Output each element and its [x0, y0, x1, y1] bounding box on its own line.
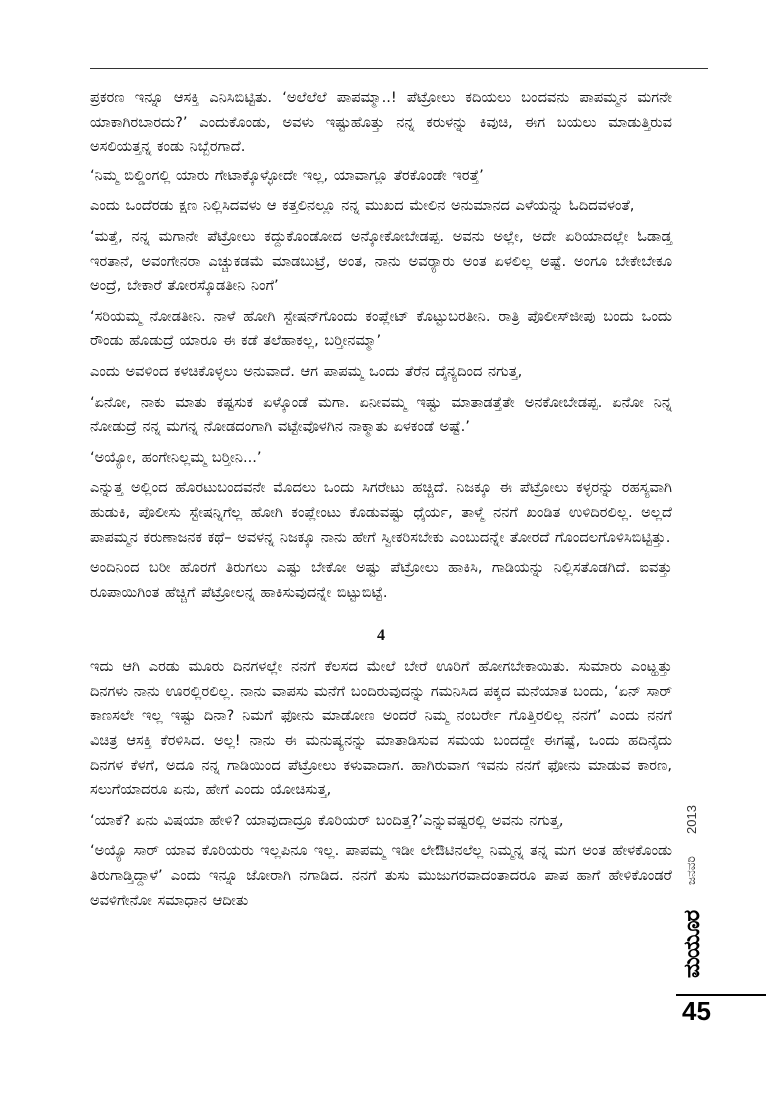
- paragraph: ‘ಅಯ್ಯೋ, ಹಂಗೇನಿಲ್ಲಮ್ಮ ಬರ್‍ತೀನಿ...’: [90, 448, 262, 466]
- paragraph: ‘ಸರಿಯಮ್ಮ ನೋಡತೀನಿ. ನಾಳೆ ಹೋಗಿ ಸ್ಟೇಷನ್‍ಗೊಂದು ಕಂಪ್ಲೇಟ್ ಕೊಟ್ಟುಬರತೀನಿ. ರಾತ್ರಿ ಪೊಲೀಸ್‍ಜೀಪು ಬಂದು ಒಂದು ರೌಂಡು ಹೊಡುದ್ರೆ ಯಾರೂ ಈ ಕಡೆ ತಲೆಹಾಕಲ್ಲ, ಬರ್‍ತೀನಮ್ಮಾ’: [90, 307, 672, 350]
- paragraph: ‘ನಿಮ್ಮ ಬಿಲ್ಡಿಂಗಲ್ಲಿ ಯಾರು ಗೇಟಾಕ್ಕೊಳ್ಳೋದೇ ಇಲ್ಲ, ಯಾವಾಗ್ಲೂ ತೆರಕೊಂಡೇ ಇರತ್ತೆ’: [90, 166, 484, 184]
- paragraph: ‘ಯಾಕೆ? ಏನು ವಿಷಯಾ ಹೇಳಿ? ಯಾವುದಾದ್ರೂ ಕೊರಿಯರ್ ಬಂದಿತ್ತ?’ಎನ್ನುವಷ್ಟರಲ್ಲಿ ಅವನು ನಗುತ್ತ,: [90, 811, 564, 829]
- issue-year: 2013: [684, 805, 699, 835]
- paragraph: ಪ್ರಕರಣ ಇನ್ನೂ ಆಸಕ್ತಿ ಎನಿಸಿಬಿಟ್ಟಿತು. ‘ಅಲೆಲೆಲೆ ಪಾಪಮ್ಮಾ..! ಪೆಟ್ರೋಲು ಕದಿಯಲು ಬಂದವನು ಪಾಪಮ್ಮನ ಮಗನೇ ಯಾಕಾಗಿರಬಾರದು?’ ಎಂದುಕೊಂಡು, ಅವಳು ಇಷ್ಟುಹೊತ್ತು ನನ್ನ ಕರುಳನ್ನು ಕಿವುಚಿ, ಈಗ ಬಯಲು ಮಾಡುತ್ತಿರುವ ಅಸಲಿಯತ್ತನ್ನ ಕಂಡು ನಿಬ್ಬೆರಗಾದೆ.: [90, 89, 672, 156]
- paragraph: ಇದು ಆಗಿ ಎರಡು ಮೂರು ದಿನಗಳಲ್ಲೇ ನನಗೆ ಕೆಲಸದ ಮೇಲೆ ಬೇರೆ ಊರಿಗೆ ಹೋಗಬೇಕಾಯಿತು. ಸುಮಾರು ಎಂಟ್ಹತ್ತು ದಿನಗಳು ನಾನು ಊರಲ್ಲಿರಲಿಲ್ಲ. ನಾನು ವಾಪಸು ಮನೆಗೆ ಬಂದಿರುವುದನ್ನು ಗಮನಿಸಿದ ಪಕ್ಕದ ಮನೆಯಾತ ಬಂದು, ‘ಏನ್ ಸಾರ್ ಕಾಣಸಲೇ ಇಲ್ಲ ಇಷ್ಟು ದಿನಾ? ನಿಮಗೆ ಫೋನು ಮಾಡೋಣ ಅಂದರೆ ನಿಮ್ಮ ನಂಬರ್ರೇ ಗೊತ್ತಿರಲಿಲ್ಲ ನನಗೆ’ ಎಂದು ನನಗೆ ವಿಚಿತ್ರ ಆಸಕ್ತಿ ಕೆರಳಿಸಿದ. ಅಲ್ಲ! ನಾನು ಈ ಮನುಷ್ಯನನ್ನು ಮಾತಾಡಿಸುವ ಸಮಯ ಬಂದದ್ದೇ ಈಗಷ್ಟೆ, ಒಂದು ಹದಿನೈದು ದಿನಗಳ ಕೆಳಗೆ, ಅದೂ ನನ್ನ ಗಾಡಿಯಿಂದ ಪೆಟ್ರೋಲು ಕಳುವಾದಾಗ. ಹಾಗಿರುವಾಗ ಇವನು ನನಗೆ ಫೋನು ಮಾಡುವ ಕಾರಣ, ಸಲುಗೆಯಾದರೂ ಏನು, ಹೇಗೆ ಎಂದು ಯೋಚಿಸುತ್ತ,: [90, 658, 672, 799]
- magazine-logo: ಮಯೂರ: [680, 910, 705, 978]
- article-body: [90, 86, 672, 919]
- paragraph: ‘ಅಯ್ಯೊ ಸಾರ್ ಯಾವ ಕೊರಿಯರು ಇಲ್ಲಪಿನೂ ಇಲ್ಲ. ಪಾಪಮ್ಮ ಇಡೀ ಲೇಔಟಿನಲೆಲ್ಲ ನಿಮ್ಮನ್ನ ತನ್ನ ಮಗ ಅಂತ ಹೇಳಕೊಂಡು ತಿರುಗಾಡ್ತಿದ್ದಾಳೆ’ ಎಂದು ಇನ್ನೂ ಜೋರಾಗಿ ನಗಾಡಿದ. ನನಗೆ ತುಸು ಮುಜುಗರವಾದಂತಾದರೂ ಪಾಪ ಹಾಗೆ ಹೇಳಿಕೊಂಡರೆ ಅವಳಿಗೇನೋ ಸಮಾಧಾನ ಆದೀತು: [90, 842, 672, 909]
- page-number: 45: [682, 996, 711, 1026]
- paragraph: ಎಂದು ಅವಳಿಂದ ಕಳಚಿಕೊಳ್ಳಲು ಅನುವಾದೆ. ಆಗ ಪಾಪಮ್ಮ ಒಂದು ತೆರೆನ ದೈನ್ಯದಿಂದ ನಗುತ್ತ,: [90, 362, 523, 380]
- issue-month: ಜನವರಿ: [684, 856, 698, 886]
- paragraph: ‘ಮತ್ತೆ, ನನ್ನ ಮಗಾನೇ ಪೆಟ್ರೋಲು ಕದ್ದುಕೊಂಡೋದ ಅನ್ಕೋಕೋಬೇಡಪ್ಪ. ಅವನು ಅಲ್ಲೇ, ಅದೇ ಏರಿಯಾದಲ್ಲೇ ಓಡಾಡ್ತ ಇರತಾನೆ, ಅವಂಗೇನರಾ ಎಚ್ಚುಕಡಮೆ ಮಾಡಬುಟ್ರೆ, ಅಂತ, ನಾನು ಅವರ್‍ಯಾರು ಅಂತ ಏಳಲಿಲ್ಲ ಅಷ್ಟೆ. ಅಂಗೂ ಬೇಕೇಬೇಕೂ ಅಂದ್ರೆ, ಬೇಕಾರೆ ತೋರಸ್ಕೊಡತೀನಿ ನಿಂಗೆ’: [90, 227, 672, 295]
- section-number: 4: [377, 627, 385, 645]
- paragraph: ಅಂದಿನಿಂದ ಬರೀ ಹೊರಗೆ ತಿರುಗಲು ಎಷ್ಟು ಬೇಕೋ ಅಷ್ಟು ಪೆಟ್ರೋಲು ಹಾಕಿಸಿ, ಗಾಡಿಯನ್ನು ನಿಲ್ಲಿಸತೊಡಗಿದೆ. ಐವತ್ತು ರೂಪಾಯಿಗಿಂತ ಹೆಚ್ಚಿಗೆ ಪೆಟ್ರೋಲನ್ನ ಹಾಕಿಸುವುದನ್ನೇ ಬಿಟ್ಟುಬಿಟ್ಟೆ.: [90, 559, 672, 601]
- top-rule: [90, 68, 708, 69]
- paragraph: ಎನ್ನುತ್ತ ಅಲ್ಲಿಂದ ಹೊರಟುಬಂದವನೇ ಮೊದಲು ಒಂದು ಸಿಗರೇಟು ಹಚ್ಚಿದೆ. ನಿಜಕ್ಕೂ ಈ ಪೆಟ್ರೋಲು ಕಳ್ಳರನ್ನು ರಹಸ್ಯವಾಗಿ ಹುಡುಕಿ, ಪೊಲೀಸು ಸ್ಟೇಷನ್ನಿಗೆಲ್ಲ ಹೋಗಿ ಕಂಪ್ಲೇಂಟು ಕೊಡುವಷ್ಟು ಧೈರ್ಯ, ತಾಳ್ಮೆ ನನಗೆ ಖಂಡಿತ ಉಳಿದಿರಲಿಲ್ಲ. ಅಲ್ಲದೆ ಪಾಪಮ್ಮನ ಕರುಣಾಜನಕ ಕಥೆ– ಅವಳನ್ನ ನಿಜಕ್ಕೂ ನಾನು ಹೇಗೆ ಸ್ವೀಕರಿಸಬೇಕು ಎಂಬುದನ್ನೇ ತೋರದೆ ಗೊಂದಲಗೊಳಿಸಿಬಿಟ್ಟಿತ್ತು.: [90, 479, 672, 546]
- paragraph: ‘ಏನೋ, ನಾಕು ಮಾತು ಕಷ್ಟಸುಕ ಏಳ್ಕೊಂಡೆ ಮಗಾ. ಏನೀವಮ್ಮ ಇಷ್ಟು ಮಾತಾಡತ್ತೆತೇ ಅನಕೋಬೇಡಪ್ಪ. ಏನೋ ನಿನ್ನ ನೋಡುದ್ರೆ ನನ್ನ ಮಗನ್ನ ನೋಡದಂಗಾಗಿ ವಟ್ಟೇವೊಳಗಿನ ನಾಕ್ಮಾತು ಏಳಕಂಡೆ ಅಷ್ಟೆ.’: [90, 393, 672, 436]
- paragraph: ಎಂದು ಒಂದೆರಡು ಕ್ಷಣ ನಿಲ್ಲಿಸಿದವಳು ಆ ಕತ್ತಲಿನಲ್ಲೂ ನನ್ನ ಮುಖದ ಮೇಲಿನ ಅನುಮಾನದ ಎಳೆಯನ್ನು ಓದಿದವಳಂತೆ,: [90, 197, 635, 215]
- magazine-sidebar: [680, 795, 708, 990]
